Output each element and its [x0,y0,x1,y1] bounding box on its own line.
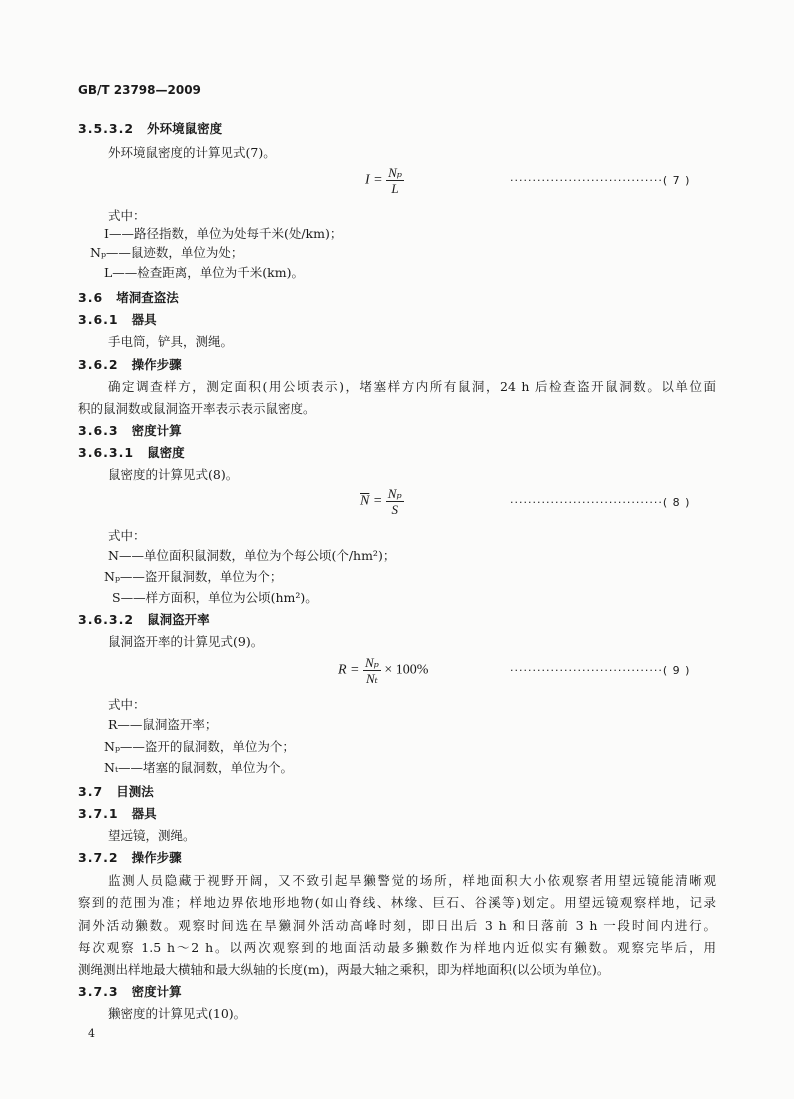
section-title: 密度计算 [131,984,182,999]
section-number: 3.5.3.2 [78,121,135,136]
denominator: Nₜ [365,671,378,686]
section-title: 外环境鼠密度 [147,121,223,136]
section-heading [78,290,179,306]
section-title: 鼠洞盗开率 [147,612,210,627]
formula-9 [338,655,428,686]
definition-line: Nₚ——盗开的鼠洞数，单位为个； [104,739,295,754]
section-title: 操作步骤 [131,357,182,372]
definition-line: L——检查距离，单位为千米(km)。 [104,265,304,280]
paragraph-line: 积的鼠洞数或鼠洞盗开率表示表示鼠密度。 [78,401,316,416]
section-heading [78,121,222,137]
section-number: 3.6.3.2 [78,612,135,627]
section-title: 堵洞查盗法 [116,290,179,305]
definition-line: Nₚ——鼠迹数，单位为处； [90,245,244,260]
equals-sign: = [372,493,383,509]
fraction [386,165,404,196]
section-number: 3.6.3.1 [78,445,135,460]
section-title: 器具 [131,312,157,327]
paragraph: 手电筒，铲具，测绳。 [108,334,234,349]
paragraph: 鼠密度的计算见式(8)。 [108,467,239,482]
formula-tail: × 100% [384,662,429,678]
where-label: 式中： [108,697,146,712]
paragraph: 外环境鼠密度的计算见式(7)。 [108,145,276,160]
section-number: 3.7 [78,784,104,799]
definition-line: S——样方面积，单位为公顷(hm²)。 [112,590,318,605]
formula-lhs: R = [338,662,360,678]
section-title: 器具 [131,806,157,821]
definition-line: I——路径指数，单位为处每千米(处/km)； [104,226,343,241]
section-heading [78,423,182,439]
denominator: S [391,502,398,517]
formula-lhs: $\overline{N}$ [360,493,370,509]
definition-line: Nₚ——盗开鼠洞数，单位为个； [104,569,283,584]
section-heading [78,445,185,461]
paragraph: 鼠洞盗开率的计算见式(9)。 [108,634,264,649]
section-heading [78,850,182,866]
definition-line: Nₜ——堵塞的鼠洞数，单位为个。 [104,760,294,775]
section-number: 3.6.2 [78,357,119,372]
paragraph-line: 监测人员隐藏于视野开阔，又不致引起旱獭警觉的场所，样地面积大小依观察者用望远镜能清晰观 [108,873,716,888]
section-title: 目测法 [116,784,154,799]
equation-number: ··································( 8 ) [510,496,691,509]
standard-number: GB/T 23798—2009 [78,83,201,97]
paragraph-line: 每次观察 1.5 h～2 h。以两次观察到的地面活动最多獭数作为样地内近似实有獭数。观察完毕后，用 [78,940,716,955]
numerator: Nₚ [387,486,402,501]
paragraph: 獭密度的计算见式(10)。 [108,1006,247,1021]
paragraph-line: 察到的范围为准；样地边界依地形地物(如山脊线、林缘、巨石、谷溪等)划定。用望远镜观察样地，记录 [78,895,716,910]
section-number: 3.7.2 [78,850,119,865]
where-label: 式中： [108,528,146,543]
formula-8 [360,486,404,517]
paragraph-line: 测绳测出样地最大横轴和最大纵轴的长度(m)，两最大轴之乘积，即为样地面积(以公顷为单位)。 [78,962,610,977]
page-number: 4 [88,1027,95,1040]
section-number: 3.6.1 [78,312,119,327]
numerator: Nₚ [365,655,379,670]
definition-line: R——鼠洞盗开率； [108,717,218,732]
section-number: 3.7.3 [78,984,119,999]
section-title: 鼠密度 [147,445,185,460]
definition-line: N——单位面积鼠洞数，单位为个每公顷(个/hm²)； [108,548,396,563]
section-title: 密度计算 [131,423,182,438]
denominator: L [391,181,399,196]
equation-number: ··································( 9 ) [510,664,691,677]
section-heading [78,806,157,822]
paragraph: 望远镜，测绳。 [108,828,196,843]
section-heading [78,784,154,800]
section-title: 操作步骤 [131,850,182,865]
section-heading [78,984,182,1000]
paragraph-line: 洞外活动獭数。观察时间选在旱獭洞外活动高峰时刻，即日出后 3 h 和日落前 3 h 一段时间内进行。 [78,918,716,933]
formula-lhs: I = [365,172,383,188]
fraction [386,486,404,517]
numerator: Nₚ [388,165,402,180]
section-number: 3.6.3 [78,423,119,438]
section-number: 3.6 [78,290,104,305]
section-number: 3.7.1 [78,806,119,821]
section-heading [78,312,157,328]
where-label: 式中： [108,208,146,223]
section-heading [78,357,182,373]
fraction [363,655,381,686]
formula-7 [365,165,404,196]
paragraph-line: 确定调查样方，测定面积(用公顷表示)，堵塞样方内所有鼠洞，24 h 后检查盗开鼠洞数。以单位面 [108,379,716,394]
equation-number: ··································( 7 ) [510,174,691,187]
section-heading [78,612,210,628]
